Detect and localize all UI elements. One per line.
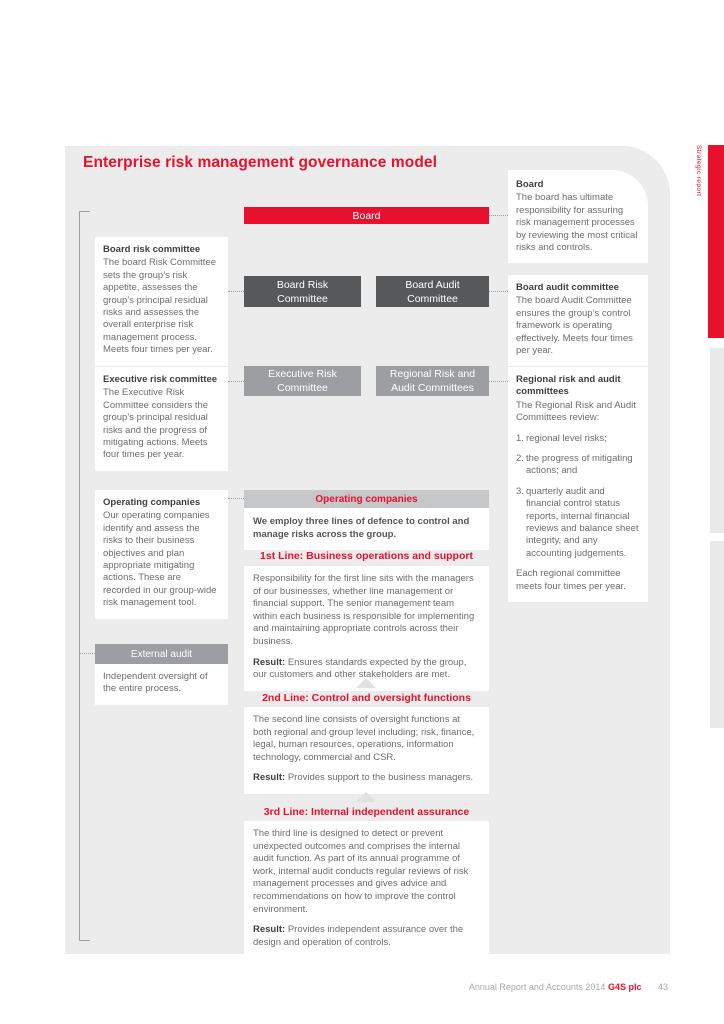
note-heading: Board bbox=[516, 179, 544, 190]
list-text: quarterly audit and financial control status reports, internal financial reviews and balance sheet integrity, and any accounting judgements. bbox=[526, 485, 639, 559]
regional-footer: Each regional committee meets four times per year. bbox=[516, 568, 626, 592]
external-audit-header bbox=[95, 644, 228, 664]
line1-box bbox=[244, 566, 489, 691]
list-text: the progress of mitigating actions; and bbox=[526, 453, 633, 477]
line3-result bbox=[253, 924, 480, 949]
section-tab-3[interactable] bbox=[710, 541, 724, 728]
operating-companies-label: Operating companies bbox=[315, 493, 418, 505]
regional-risk-audit-note bbox=[508, 367, 648, 602]
footer-brand: G4S plc bbox=[607, 982, 642, 992]
line3-heading: 3rd Line: Internal independent assurance bbox=[263, 806, 470, 818]
board-bar-label: Board bbox=[352, 209, 381, 222]
board-risk-committee-box bbox=[244, 276, 361, 307]
operating-companies-bar bbox=[244, 490, 489, 508]
section-tab-strategic-report[interactable] bbox=[708, 145, 724, 338]
dotted-connector bbox=[228, 291, 244, 292]
line1-body: Responsibility for the first line sits with the managers of our businesses, whether line management or financial support. The senior management team within each business is responsible for implementing and maintaining appropriate controls across their business. bbox=[253, 573, 475, 647]
dotted-connector bbox=[228, 498, 244, 499]
line2-body: The second line consists of oversight functions at both regional and group level including; risk, finance, legal, human resources, operations, information technology, commercial and CSR. bbox=[253, 714, 475, 763]
line1-heading: 1st Line: Business operations and support bbox=[260, 550, 473, 562]
result-label: Result: bbox=[253, 772, 286, 784]
board-bar bbox=[244, 207, 489, 224]
board-note bbox=[508, 170, 648, 263]
regional-risk-audit-committees-box bbox=[376, 366, 489, 396]
up-arrow-icon bbox=[356, 792, 376, 802]
result-label: Result: bbox=[253, 924, 286, 936]
operating-companies-note bbox=[95, 490, 228, 619]
list-item bbox=[516, 433, 640, 445]
regional-intro: The Regional Risk and Audit Committees review: bbox=[516, 399, 636, 424]
note-body: The board Audit Committee ensures the group’s control framework is operating effectively. Meets four times per year. bbox=[516, 295, 633, 357]
note-body: The board Risk Committee sets the group’s risk appetite, assesses the group’s principal residual risks and assesses the overall enterprise risk management process. Meets four times per year. bbox=[103, 257, 216, 356]
note-body: The Executive Risk Committee considers the group’s principal residual risks and the progress of mitigating actions. Meets four times per year. bbox=[103, 387, 209, 461]
note-heading: Board audit committee bbox=[516, 282, 619, 293]
dotted-connector bbox=[489, 291, 508, 292]
section-tab-2[interactable] bbox=[710, 348, 724, 533]
org-box-label: Board Audit Committee bbox=[405, 278, 460, 305]
employ-statement-box bbox=[244, 508, 489, 550]
section-tab-label: Strategic report bbox=[695, 145, 702, 197]
bracket-top-nub bbox=[79, 211, 90, 212]
result-text: Provides support to the business managers. bbox=[287, 772, 474, 784]
result-text: Provides independent assurance over the design and operation of controls. bbox=[253, 924, 464, 948]
line2-heading: 2nd Line: Control and oversight functions bbox=[262, 692, 471, 704]
line3-box bbox=[244, 821, 489, 958]
bracket-bottom-nub bbox=[79, 940, 90, 941]
external-audit-label: External audit bbox=[130, 648, 193, 660]
board-risk-committee-note bbox=[95, 237, 228, 366]
note-heading: Operating companies bbox=[103, 497, 201, 508]
page-footer bbox=[469, 982, 668, 992]
dotted-connector bbox=[228, 381, 244, 382]
line2-result bbox=[253, 772, 480, 785]
board-audit-committee-note bbox=[508, 275, 648, 366]
dotted-connector bbox=[489, 215, 508, 216]
list-number: 3. bbox=[516, 485, 524, 497]
note-body: Independent oversight of the entire process. bbox=[103, 671, 208, 695]
dotted-connector bbox=[489, 381, 508, 382]
result-label: Result: bbox=[253, 656, 286, 668]
bracket-vertical-line bbox=[79, 211, 80, 941]
external-audit-note bbox=[95, 664, 228, 705]
note-body: The board has ultimate responsibility for assuring risk management processes by reviewing the most critical risks and controls. bbox=[516, 192, 638, 254]
org-box-label: Board Risk Committee bbox=[276, 278, 329, 305]
line3-body: The third line is designed to detect or prevent unexpected outcomes and comprises the internal audit function. As part of its annual programme of work, internal audit conducts regular reviews of risk management processes and gives advice and recommendations on how to improve the control environment. bbox=[253, 828, 469, 915]
dotted-connector bbox=[80, 653, 95, 654]
note-body: Our operating companies identify and assess the risks to their business objectives and plan appropriate mitigating actions. These are recorded in our group-wide risk management tool. bbox=[103, 510, 217, 609]
org-box-label: Executive Risk Committee bbox=[268, 368, 337, 394]
page-number: 43 bbox=[657, 982, 668, 992]
note-heading: Board risk committee bbox=[103, 244, 201, 255]
result-text: Ensures standards expected by the group, our customers and other stakeholders are met. bbox=[253, 656, 467, 681]
list-item bbox=[516, 453, 640, 478]
page-title: Enterprise risk management governance model bbox=[83, 154, 438, 171]
list-text: regional level risks; bbox=[526, 432, 607, 444]
footer-report-name: Annual Report and Accounts 2014 bbox=[468, 982, 606, 992]
regional-list bbox=[516, 433, 640, 561]
list-number: 2. bbox=[516, 453, 524, 465]
up-arrow-icon bbox=[356, 678, 376, 688]
executive-risk-committee-box bbox=[244, 366, 361, 396]
note-heading: Regional risk and audit committees bbox=[516, 374, 621, 398]
line2-box bbox=[244, 707, 489, 794]
list-item bbox=[516, 486, 640, 560]
note-heading: Executive risk committee bbox=[103, 374, 218, 385]
board-audit-committee-box bbox=[376, 276, 489, 307]
org-box-label: Regional Risk and Audit Committees bbox=[389, 368, 476, 394]
list-number: 1. bbox=[516, 432, 524, 444]
executive-risk-committee-note bbox=[95, 367, 228, 471]
employ-statement: We employ three lines of defence to control and manage risks across the group. bbox=[253, 516, 470, 540]
